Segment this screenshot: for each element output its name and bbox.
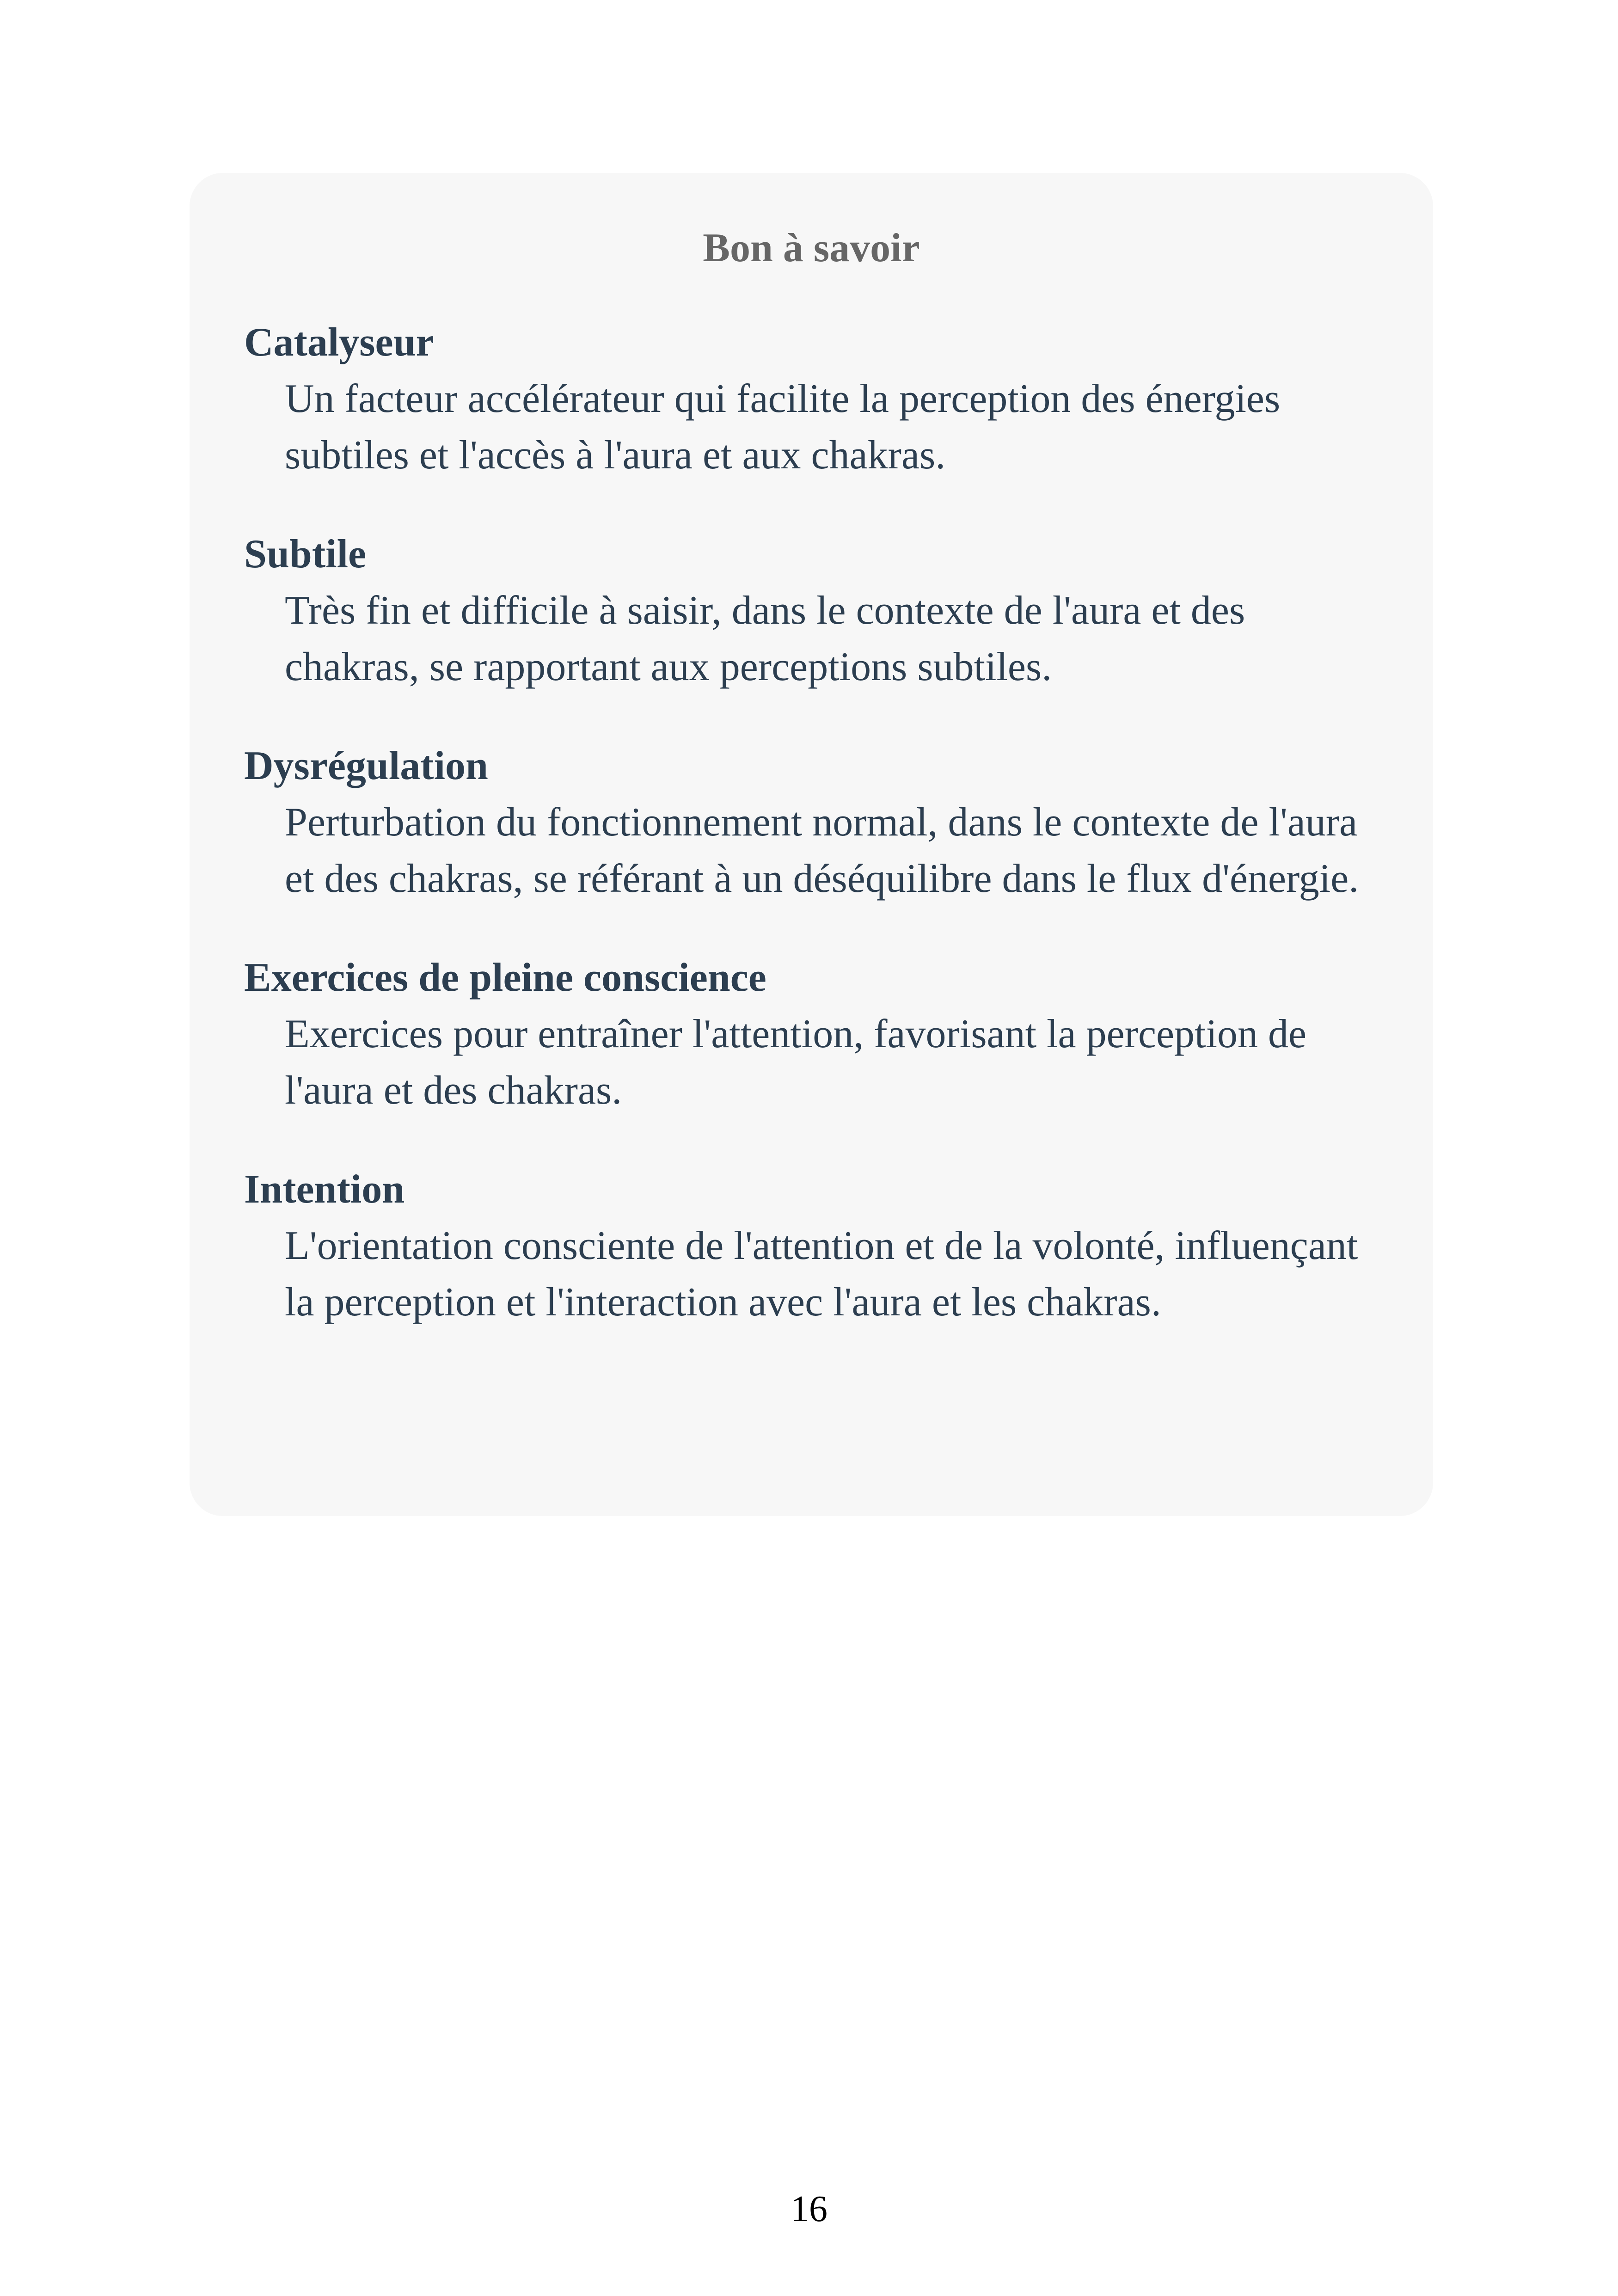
info-box-title: Bon à savoir <box>703 226 920 270</box>
glossary-definition: Perturbation du fonctionnement normal, dans le contexte de l'aura et des chakras, se référant à un déséquilibre dans le flux d'énergie. <box>285 799 1359 901</box>
glossary-definition: Exercices pour entraîner l'attention, favorisant la perception de l'aura et des chakras. <box>285 1011 1307 1113</box>
glossary-term: Exercices de pleine conscience <box>244 955 766 1000</box>
glossary-term: Catalyseur <box>244 319 434 365</box>
glossary-term: Intention <box>244 1166 405 1212</box>
info-box <box>190 173 1433 1516</box>
glossary-entry <box>244 314 1379 484</box>
glossary-definition: Un facteur accélérateur qui facilite la perception des énergies subtiles et l'accès à l'aura et aux chakras. <box>285 376 1281 478</box>
glossary-term: Dysrégulation <box>244 743 488 788</box>
glossary-definition: L'orientation consciente de l'attention et de la volonté, influençant la perception et l'interaction avec l'aura et les chakras. <box>285 1223 1358 1325</box>
glossary-entry <box>244 526 1379 695</box>
glossary-entry <box>244 1161 1379 1331</box>
glossary-entry <box>244 950 1379 1119</box>
page-number: 16 <box>791 2189 827 2229</box>
glossary-term: Subtile <box>244 531 367 577</box>
glossary-entry <box>244 738 1379 907</box>
glossary-definition: Très fin et difficile à saisir, dans le contexte de l'aura et des chakras, se rapportant aux perceptions subtiles. <box>285 588 1245 689</box>
